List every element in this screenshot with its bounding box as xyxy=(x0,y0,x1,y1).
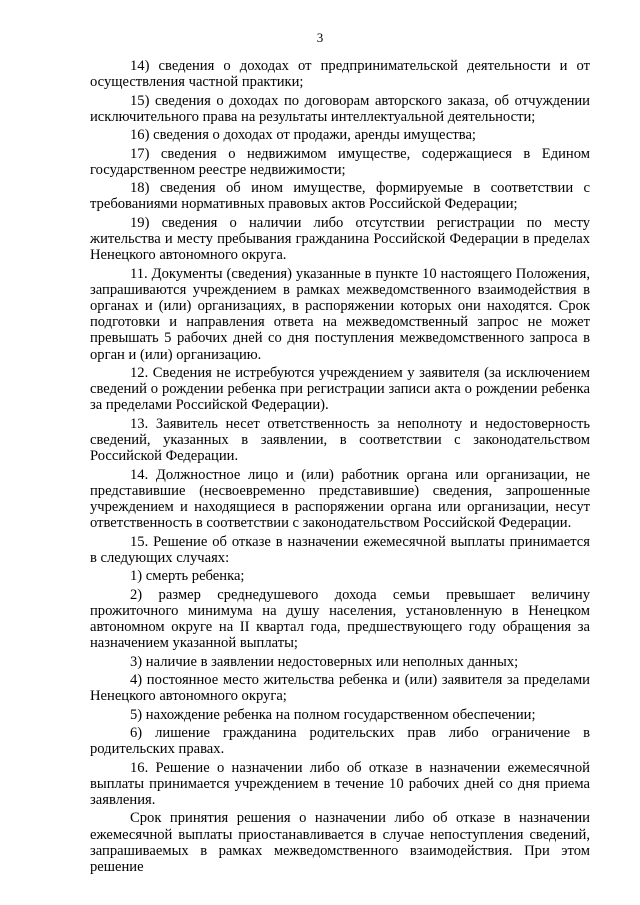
page-number: 3 xyxy=(316,30,324,45)
paragraph-case-5: 5) нахождение ребенка на полном государственном обеспечении; xyxy=(130,706,536,723)
paragraph-case-2: 2) размер среднедушевого дохода семьи превышает величину прожиточного минимума на душу населения, установленную в Ненецком автономном округе на II квартал года, предшествующего году обращения за назначением указанной выплаты; xyxy=(90,586,590,652)
paragraph-case-6: 6) лишение гражданина родительских прав либо ограничение в родительских правах. xyxy=(90,724,590,758)
paragraph-clause-14: 14. Должностное лицо и (или) работник органа или организации, не представившие (несвоевременно представившие) сведения, запрошенные учреждением и находящиеся в распоряжении органа или организации, несут ответственность в соответствии с законодательством Российской Федерации. xyxy=(90,466,590,532)
paragraph-clause-12: 12. Сведения не истребуются учреждением у заявителя (за исключением сведений о рождении ребенка при регистрации записи акта о рождении ребенка за пределами Российской Федерации). xyxy=(90,364,590,414)
paragraph-clause-11: 11. Документы (сведения) указанные в пункте 10 настоящего Положения, запрашиваются учреждением в рамках межведомственного взаимодействия в органах и (или) организациях, в распоряжении которых они находятся. Срок подготовки и направления ответа на межведомственный запрос не может превышать 5 рабочих дней со дня поступления межведомственного запроса в орган и (или) организацию. xyxy=(90,265,590,363)
paragraph-decision-term: Срок принятия решения о назначении либо об отказе в назначении ежемесячной выплаты приостанавливается в случае непоступления сведений, запрашиваемых в рамках межведомственного взаимодействия. При этом решение xyxy=(90,810,590,875)
paragraph-clause-16: 16. Решение о назначении либо об отказе в назначении ежемесячной выплаты принимается учреждением в течение 10 рабочих дней со дня приема заявления. xyxy=(90,759,590,808)
paragraph-case-1: 1) смерть ребенка; xyxy=(130,568,245,585)
document-body xyxy=(90,58,590,877)
paragraph-item-15: 15) сведения о доходах по договорам авторского заказа, об отчуждении исключительного права на результаты интеллектуальной деятельности; xyxy=(90,92,590,125)
paragraph-clause-15: 15. Решение об отказе в назначении ежемесячной выплаты принимается в следующих случаях: xyxy=(90,533,590,566)
paragraph-item-14: 14) сведения о доходах от предпринимательской деятельности и от осуществления частной практики; xyxy=(90,58,590,91)
paragraph-case-3: 3) наличие в заявлении недостоверных или неполных данных; xyxy=(130,653,519,670)
paragraph-item-18: 18) сведения об ином имуществе, формируемые в соответствии с требованиями нормативных правовых актов Российской Федерации; xyxy=(90,180,590,213)
paragraph-item-17: 17) сведения о недвижимом имуществе, содержащиеся в Едином государственном реестре недвижимости; xyxy=(90,145,590,178)
paragraph-clause-13: 13. Заявитель несет ответственность за неполноту и недостоверность сведений, указанных в заявлении, в соответствии с законодательством Российской Федерации. xyxy=(90,415,590,465)
paragraph-item-16: 16) сведения о доходах от продажи, аренды имущества; xyxy=(130,127,476,144)
paragraph-item-19: 19) сведения о наличии либо отсутствии регистрации по месту жительства и месту пребывания гражданина Российской Федерации в пределах Ненецкого автономного округа. xyxy=(90,214,590,264)
paragraph-case-4: 4) постоянное место жительства ребенка и (или) заявителя за пределами Ненецкого автономного округа; xyxy=(90,671,590,705)
